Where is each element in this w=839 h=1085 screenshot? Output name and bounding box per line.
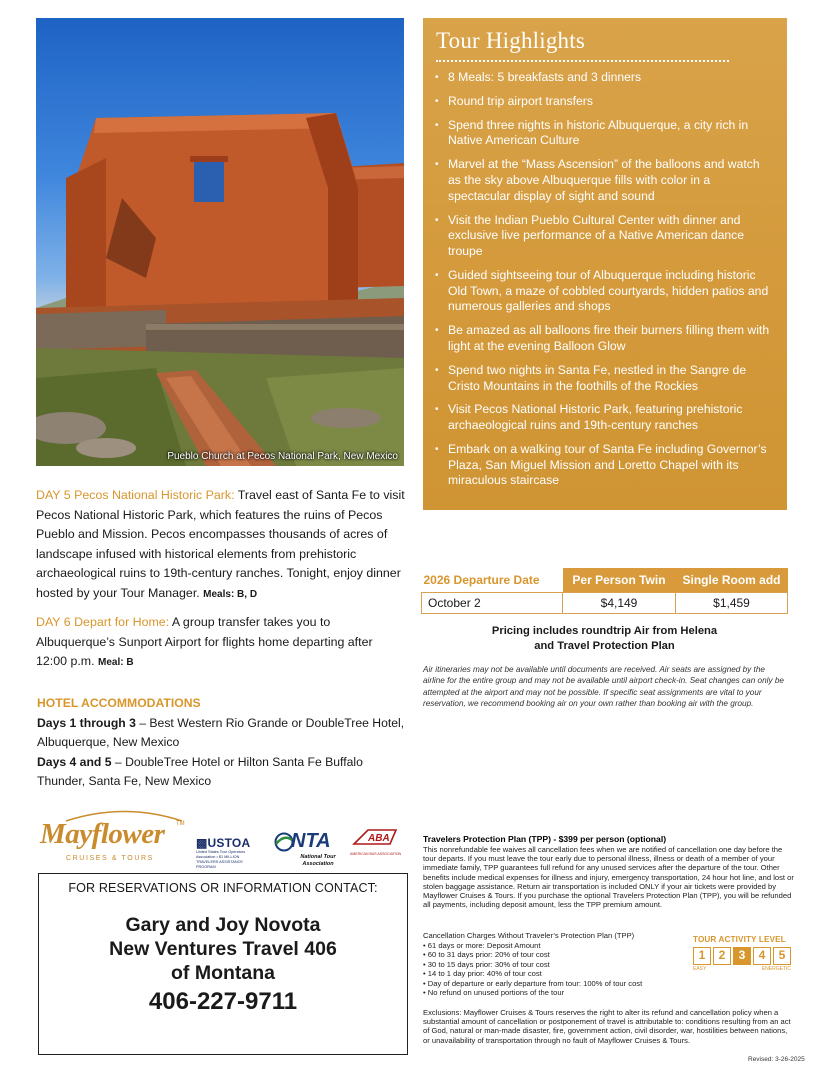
aba-wordmark: ABA: [368, 833, 390, 844]
cancellation-charges: [423, 931, 678, 998]
hotel-text: – DoubleTree Hotel or Hilton Santa Fe Buffalo Thunder, Santa Fe, New Mexico: [37, 754, 363, 789]
aba-logo: [350, 828, 404, 857]
day5-text: Travel east of Santa Fe to visit Pecos National Historic Park, which features the ruins of Pecos Pueblo and Mission. Pecos encompasses thousands of acres of landscape infused with historical elements from prehistoric archaeological ruins to 19th-century ranches. Tonight, enjoy dinner hosted by your Tour Manager.: [36, 488, 405, 600]
exclusions: Exclusions: Mayflower Cruises & Tours reserves the right to alter its refund and cancellation policy when a substantial amount of cancellation or postponement of travel is attributable to: conditions resulting from an act of God, natural or man-made disaster, fire, government action, civil disorder, war, hostilities between nations, or unavailability of transportation through no fault of Mayflower Cruises & Tours.: [423, 1008, 791, 1045]
activity-level-box: 3: [733, 947, 751, 965]
activity-level-box: 5: [773, 947, 791, 965]
departure-date-cell: October 2: [422, 592, 563, 613]
hotel-row: [37, 714, 407, 753]
nta-wordmark: NTA: [291, 830, 331, 852]
hotel-accommodations: [37, 714, 407, 792]
highlight-item: • Marvel at the “Mass Ascension” of the balloons and watch as the sky above Albuquerque fills with color in a spectacular display of sight and sound: [435, 157, 775, 204]
cancel-item: • 30 to 15 days prior: 30% of tour cost: [423, 960, 678, 970]
cancel-title: Cancellation Charges Without Traveler’s Protection Plan (TPP): [423, 931, 635, 940]
tpp-title: Travelers Protection Plan (TPP) - $399 per person (optional): [423, 834, 667, 844]
activity-scale-ends: [693, 966, 791, 972]
day5-paragraph: [36, 486, 406, 605]
pricing-note: [421, 624, 788, 654]
hotel-accommodations-title: HOTEL ACCOMMODATIONS: [37, 696, 201, 710]
activity-low-label: EASY: [693, 966, 707, 972]
aba-subtitle: AMERICAN BUS ASSOCIATION: [350, 852, 402, 856]
pecos-church-photo: [36, 18, 404, 466]
twin-price-cell: $4,149: [563, 592, 676, 613]
pricing-table: [421, 568, 788, 614]
single-price-cell: $1,459: [676, 592, 788, 613]
highlight-item: • Be amazed as all balloons fire their burners filling them with light at the evening Balloon Glow: [435, 323, 775, 354]
pricing-note-line: and Travel Protection Plan: [534, 640, 675, 652]
highlight-item: • Round trip airport transfers: [435, 94, 775, 110]
day6-lead: DAY 6 Depart for Home:: [36, 615, 170, 629]
header-per-person-twin: Per Person Twin: [563, 568, 676, 592]
contact-name: Gary and Joy Novota: [125, 914, 321, 936]
air-itinerary-note: Air itineraries may not be available until documents are received. Air seats are assigned by the airline for the entire group and may not be available until airport check-in. Seat changes can only be attempted at the airport and may not be possible. If specific seat assignments are vital to your reservation, we recommend booking air on your own rather than booking air with the group.: [423, 665, 784, 709]
activity-level-box: 1: [693, 947, 711, 965]
activity-title: TOUR ACTIVITY LEVEL: [693, 935, 786, 944]
activity-level-box: 2: [713, 947, 731, 965]
activity-scale: [693, 947, 793, 965]
tpp-body: This nonrefundable fee waives all cancellation fees when we are notified of cancellation one day before the tour departs. If you must leave the tour early due to personal illness, illness or death of a member of your immediate family, TPP guarantees full refund for any unused services after the departure of the tour. Other benefits include medical expenses for illness and injury, emergency transportation, 24 hour hot line, and lost or stolen baggage assistance. Return air transportation is included ONLY if your air tickets were provided by Mayflower Cruises & Tours. If you purchase the optional Travelers Protection Plan (TPP), you will be refunded all payments, including deposit amount, less the TPP premium amount.: [423, 845, 794, 910]
mayflower-trademark: TM: [176, 821, 185, 827]
mayflower-logo: Mayflower: [40, 818, 165, 850]
cancel-item: • 60 to 31 days prior: 20% of tour cost: [423, 950, 678, 960]
day6-meals: Meal: B: [98, 657, 134, 669]
nta-subtitle: National Tour Association: [300, 854, 336, 867]
day6-paragraph: [36, 613, 406, 673]
photo-caption: Pueblo Church at Pecos National Park, New Mexico: [167, 451, 398, 462]
ustoa-wordmark: USTOA: [207, 836, 251, 850]
affiliation-logos: [38, 808, 408, 870]
contact-box: [38, 873, 408, 1055]
cancel-item: • 61 days or more: Deposit Amount: [423, 941, 678, 951]
day5-meals: Meals: B, D: [203, 588, 258, 600]
activity-level-box: 4: [753, 947, 771, 965]
contact-agency-location: of Montana: [171, 962, 275, 984]
highlight-item: • Guided sightseeing tour of Albuquerque including historic Old Town, a maze of cobbled courtyards, hidden patios and numerous galleries and shops: [435, 268, 775, 315]
highlight-item: • Embark on a walking tour of Santa Fe including Governor’s Plaza, San Miguel Mission and Loretto Chapel with its miraculous staircase: [435, 442, 775, 489]
contact-agency: New Ventures Travel 406: [109, 938, 337, 960]
aba-bus-icon: [350, 828, 398, 846]
revised-date: Revised: 3-26-2025: [748, 1056, 805, 1063]
cancel-list: [423, 941, 678, 998]
hotel-row: [37, 753, 407, 792]
mayflower-subtitle: CRUISES & TOURS: [66, 855, 154, 862]
highlights-list: [435, 70, 775, 497]
travel-protection-plan: [423, 834, 795, 909]
highlight-item: • Visit the Indian Pueblo Cultural Center with dinner and exclusive live performance of a Native American dance troupe: [435, 213, 775, 260]
highlight-item: • Spend three nights in historic Albuquerque, a city rich in Native American Culture: [435, 118, 775, 149]
header-departure-date: 2026 Departure Date: [423, 572, 540, 587]
ustoa-logo: ▩USTOA United States Tour Operators Association • $1 MILLION TRAVELERS ASSISTANCE PROGRAM: [196, 836, 260, 870]
hotel-days: Days 4 and 5: [37, 754, 112, 769]
day5-lead: DAY 5 Pecos National Historic Park:: [36, 488, 235, 502]
highlights-title: Tour Highlights: [436, 28, 585, 53]
pricing-header-row: [422, 568, 788, 592]
pricing-row: [422, 592, 788, 613]
pricing-note-line: Pricing includes roundtrip Air from Helena: [491, 625, 718, 637]
day6-text: A group transfer takes you to Albuquerque’s Sunport Airport for flights home departing after 12:00 p.m.: [36, 615, 373, 669]
ustoa-subtitle: United States Tour Operators Association • $1 MILLION TRAVELERS ASSISTANCE PROGRAM: [196, 850, 246, 869]
highlight-item: • Spend two nights in Santa Fe, nestled in the Sangre de Cristo Mountains in the foothills of the Rockies: [435, 363, 775, 394]
hotel-text: – Best Western Rio Grande or DoubleTree Hotel, Albuquerque, New Mexico: [37, 716, 405, 750]
hotel-days: Days 1 through 3: [37, 716, 136, 730]
highlight-item: • 8 Meals: 5 breakfasts and 3 dinners: [435, 70, 775, 86]
activity-high-label: ENERGETIC: [761, 966, 791, 972]
header-single-room-add: Single Room add: [676, 568, 788, 592]
tour-highlights-panel: [423, 18, 787, 510]
contact-heading: FOR RESERVATIONS OR INFORMATION CONTACT:: [68, 881, 378, 895]
cancel-item: • 14 to 1 day prior: 40% of tour cost: [423, 969, 678, 979]
highlight-item: • Visit Pecos National Historic Park, featuring prehistoric archaeological ruins and 19th-century ranches: [435, 402, 775, 433]
dotted-divider: [436, 60, 729, 62]
cancel-item: • No refund on unused portions of the tour: [423, 988, 678, 998]
cancel-item: • Day of departure or early departure from tour: 100% of tour cost: [423, 979, 678, 989]
contact-phone[interactable]: 406-227-9711: [148, 988, 298, 1015]
tour-activity-level: [693, 935, 793, 972]
